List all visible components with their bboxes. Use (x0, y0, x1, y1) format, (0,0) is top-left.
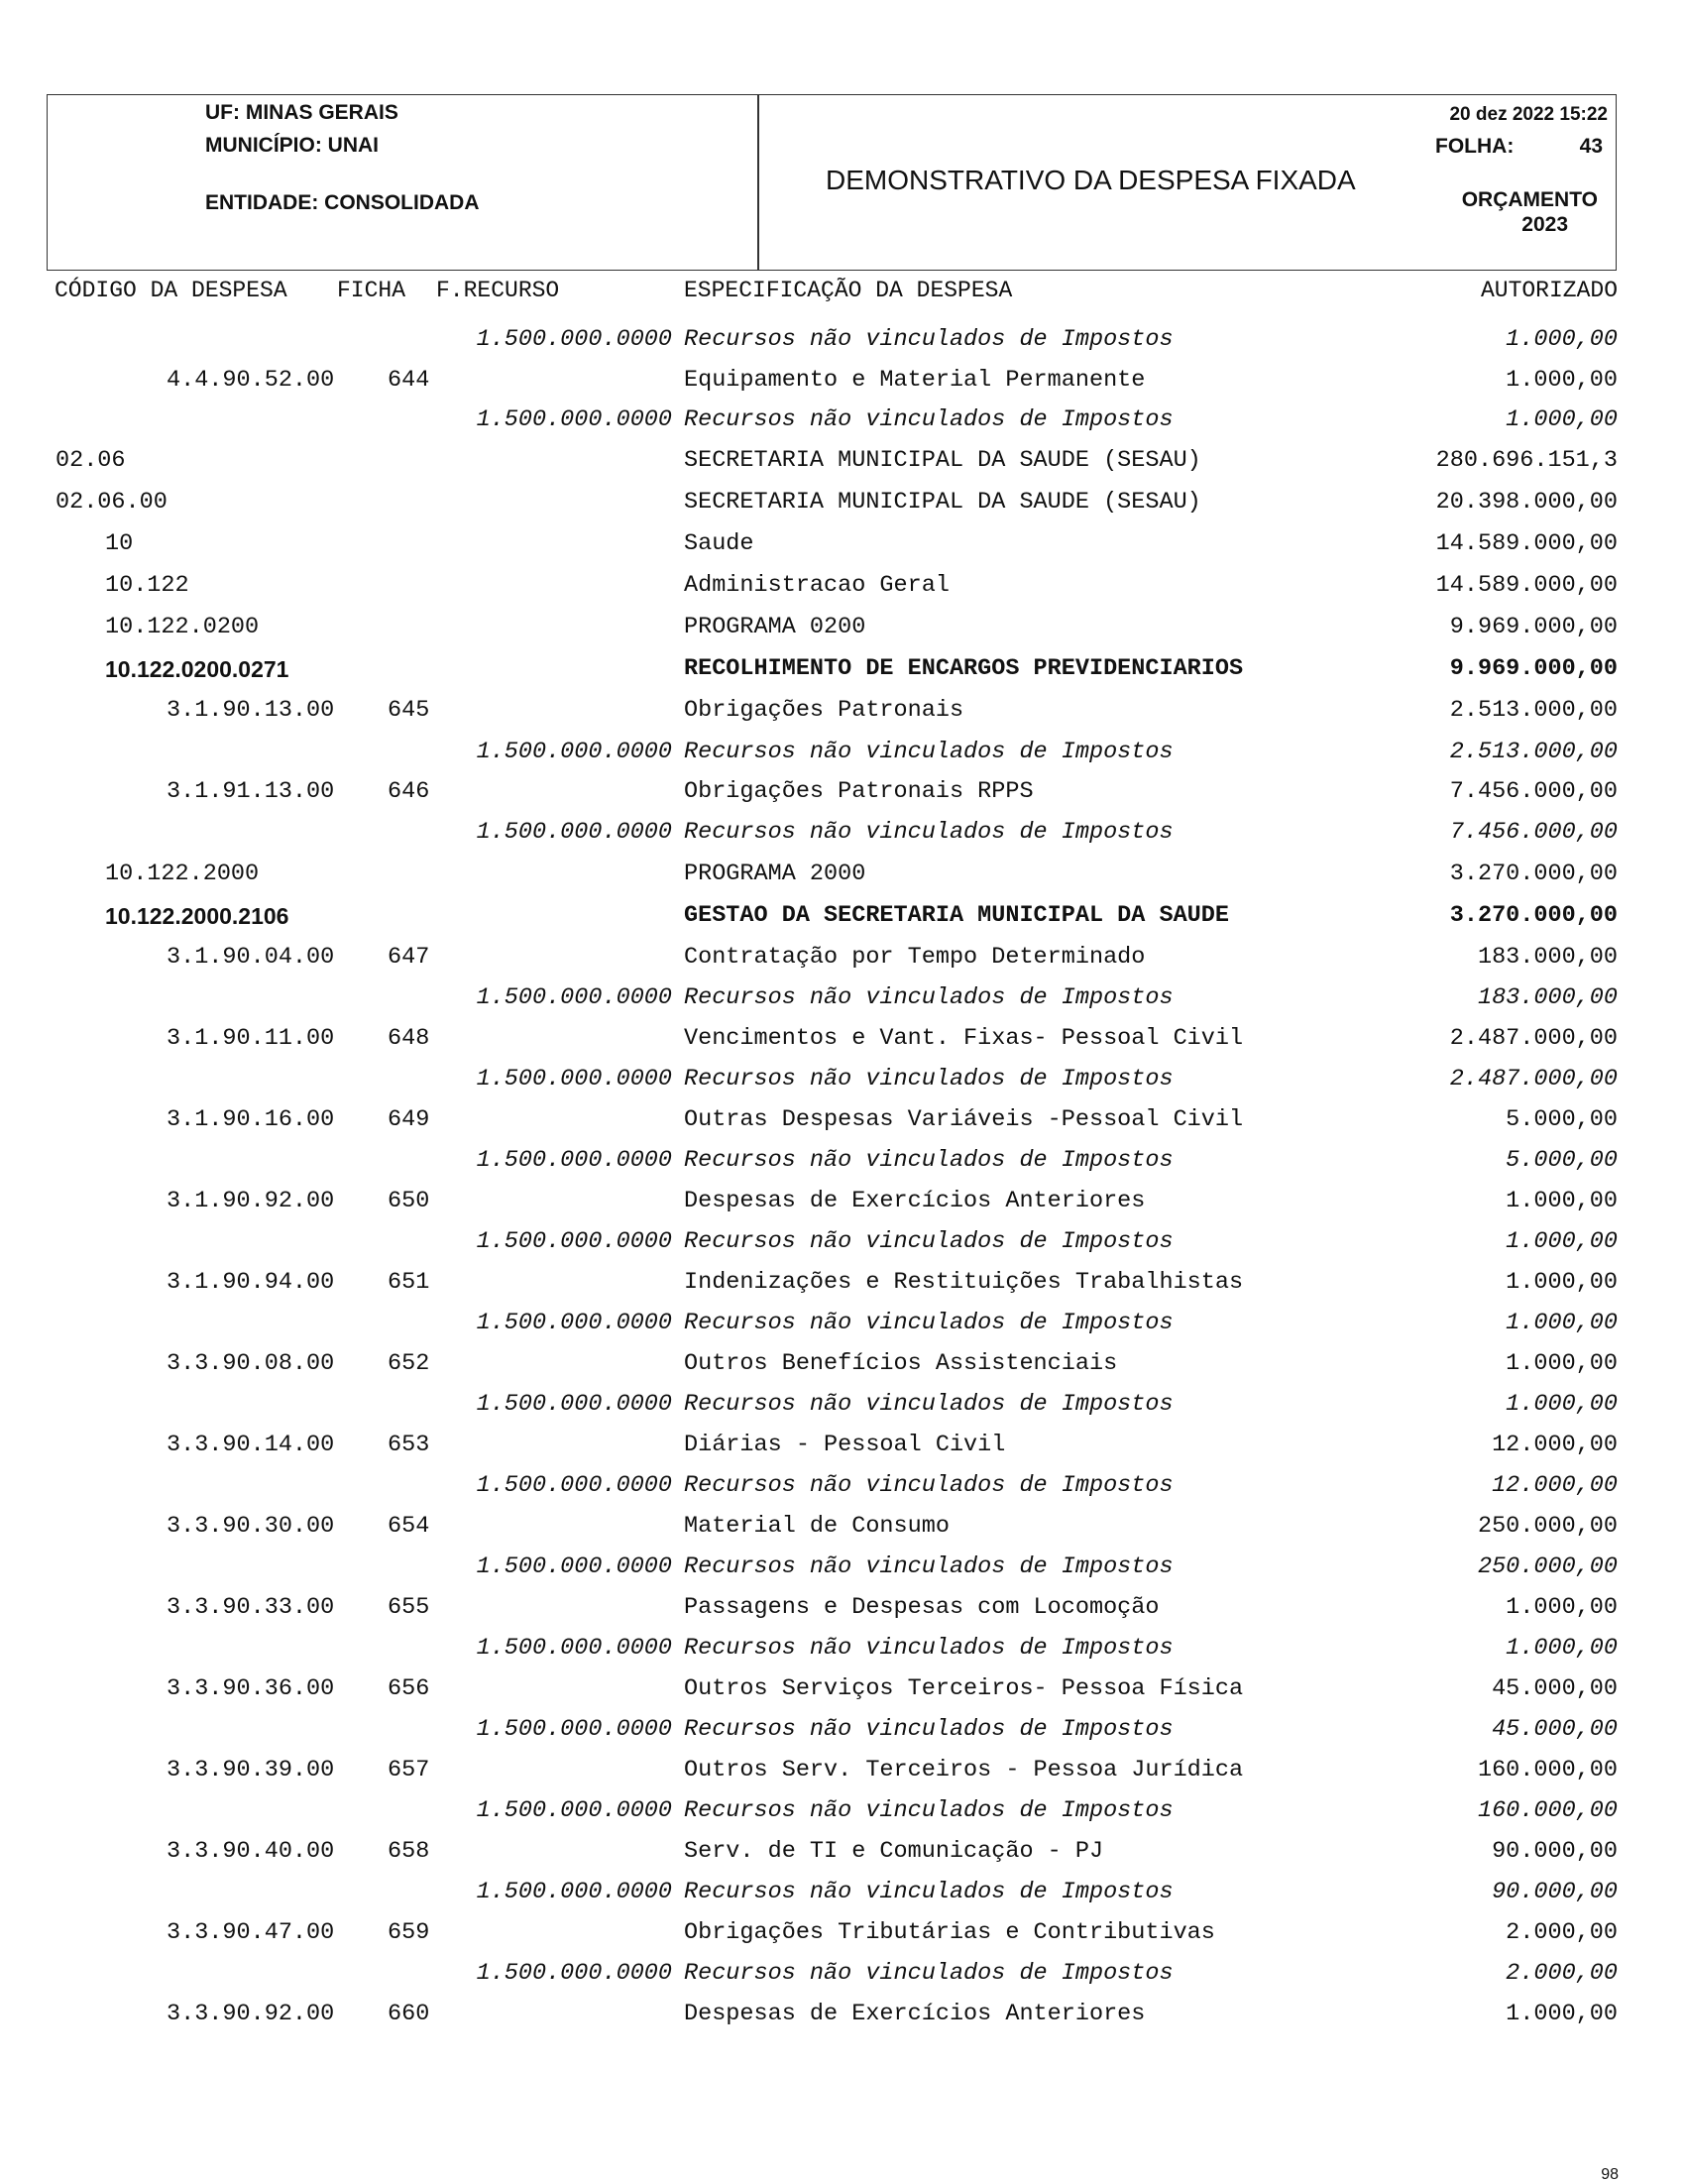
expense-code: 10.122.0200.0271 (105, 656, 289, 682)
authorized-value: 250.000,00 (1477, 1553, 1618, 1580)
expense-code: 3.1.90.92.00 (167, 1188, 335, 1214)
authorized-value: 14.589.000,00 (1435, 572, 1618, 599)
authorized-value: 1.000,00 (1506, 367, 1618, 394)
expense-description: Serv. de TI e Comunicação - PJ (684, 1838, 1104, 1865)
ficha-number: 648 (388, 1025, 430, 1052)
expense-code: 3.3.90.36.00 (167, 1675, 335, 1702)
authorized-value: 90.000,00 (1492, 1838, 1618, 1865)
col-header-codigo: CÓDIGO DA DESPESA (55, 278, 287, 303)
expense-code: 3.1.90.11.00 (167, 1025, 335, 1052)
authorized-value: 9.969.000,00 (1449, 655, 1618, 682)
authorized-value: 12.000,00 (1492, 1432, 1618, 1458)
authorized-value: 2.487.000,00 (1449, 1066, 1618, 1092)
authorized-value: 3.270.000,00 (1449, 902, 1618, 929)
funding-source-row (0, 1629, 1686, 1668)
expense-row (0, 1669, 1686, 1709)
funding-source-row (0, 1385, 1686, 1425)
expense-row (0, 608, 1686, 647)
expense-row (0, 855, 1686, 894)
authorized-value: 280.696.151,3 (1435, 447, 1618, 474)
authorized-value: 1.000,00 (1506, 1594, 1618, 1621)
report-datetime: 20 dez 2022 15:22 (1449, 104, 1608, 125)
page-number: 98 (1601, 2166, 1619, 2183)
expense-code: 4.4.90.52.00 (167, 367, 335, 394)
expense-description: Recursos não vinculados de Impostos (684, 1635, 1174, 1662)
funding-source-code: 1.500.000.0000 (476, 1797, 672, 1824)
expense-description: PROGRAMA 0200 (684, 614, 866, 640)
expense-code: 3.1.90.16.00 (167, 1106, 335, 1133)
expense-code: 10.122 (105, 572, 189, 599)
authorized-value: 160.000,00 (1477, 1757, 1618, 1783)
authorized-value: 5.000,00 (1506, 1106, 1618, 1133)
expense-row (0, 896, 1686, 936)
authorized-value: 90.000,00 (1492, 1879, 1618, 1905)
folha-number: 43 (1579, 135, 1603, 158)
expense-description: Recursos não vinculados de Impostos (684, 1472, 1174, 1499)
municipio-label: MUNICÍPIO: UNAI (205, 134, 379, 157)
col-header-recurso: F.RECURSO (436, 278, 560, 303)
funding-source-code: 1.500.000.0000 (476, 1635, 672, 1662)
expense-row (0, 1995, 1686, 2034)
expense-code: 3.3.90.39.00 (167, 1757, 335, 1783)
expense-code: 3.3.90.92.00 (167, 2001, 335, 2027)
expense-row (0, 649, 1686, 689)
expense-row (0, 1263, 1686, 1303)
funding-source-code: 1.500.000.0000 (476, 1391, 672, 1418)
expense-description: Outras Despesas Variáveis -Pessoal Civil (684, 1106, 1244, 1133)
expense-description: Administracao Geral (684, 572, 950, 599)
expense-code: 3.1.90.94.00 (167, 1269, 335, 1296)
expense-description: Material de Consumo (684, 1513, 950, 1540)
funding-source-code: 1.500.000.0000 (476, 1553, 672, 1580)
ficha-number: 644 (388, 367, 430, 394)
expense-description: Recursos não vinculados de Impostos (684, 1228, 1174, 1255)
expense-description: Recursos não vinculados de Impostos (684, 739, 1174, 765)
ficha-number: 658 (388, 1838, 430, 1865)
expense-description: Recursos não vinculados de Impostos (684, 326, 1174, 353)
authorized-value: 1.000,00 (1506, 1269, 1618, 1296)
expense-code: 3.3.90.08.00 (167, 1350, 335, 1377)
funding-source-code: 1.500.000.0000 (476, 1310, 672, 1336)
authorized-value: 2.000,00 (1506, 1919, 1618, 1946)
authorized-value: 7.456.000,00 (1449, 778, 1618, 805)
col-header-ficha: FICHA (337, 278, 406, 303)
expense-code: 10.122.2000.2106 (105, 903, 289, 929)
expense-description: Recursos não vinculados de Impostos (684, 984, 1174, 1011)
expense-code: 3.3.90.47.00 (167, 1919, 335, 1946)
authorized-value: 14.589.000,00 (1435, 530, 1618, 557)
expense-row (0, 1100, 1686, 1140)
funding-source-row (0, 733, 1686, 772)
authorized-value: 160.000,00 (1477, 1797, 1618, 1824)
ficha-number: 645 (388, 697, 430, 724)
authorized-value: 2.513.000,00 (1449, 697, 1618, 724)
funding-source-code: 1.500.000.0000 (476, 1228, 672, 1255)
funding-source-row (0, 1791, 1686, 1831)
ficha-number: 646 (388, 778, 430, 805)
expense-description: PROGRAMA 2000 (684, 861, 866, 887)
orcamento-label: ORÇAMENTO (1461, 188, 1598, 211)
expense-description: GESTAO DA SECRETARIA MUNICIPAL DA SAUDE (684, 902, 1229, 929)
expense-description: Recursos não vinculados de Impostos (684, 1960, 1174, 1987)
expense-row (0, 524, 1686, 564)
expense-description: Despesas de Exercícios Anteriores (684, 1188, 1146, 1214)
funding-source-code: 1.500.000.0000 (476, 819, 672, 846)
ficha-number: 651 (388, 1269, 430, 1296)
funding-source-row (0, 320, 1686, 360)
col-header-autorizado: AUTORIZADO (1480, 278, 1618, 303)
expense-description: Recursos não vinculados de Impostos (684, 1879, 1174, 1905)
authorized-value: 45.000,00 (1492, 1716, 1618, 1743)
funding-source-code: 1.500.000.0000 (476, 1147, 672, 1174)
expense-description: Recursos não vinculados de Impostos (684, 1147, 1174, 1174)
expense-code: 10.122.2000 (105, 861, 260, 887)
authorized-value: 183.000,00 (1477, 984, 1618, 1011)
expense-description: Outros Serv. Terceiros - Pessoa Jurídica (684, 1757, 1244, 1783)
expense-row (0, 1507, 1686, 1547)
expense-row (0, 1913, 1686, 1953)
funding-source-row (0, 1466, 1686, 1506)
ficha-number: 649 (388, 1106, 430, 1133)
authorized-value: 1.000,00 (1506, 1350, 1618, 1377)
authorized-value: 1.000,00 (1506, 1188, 1618, 1214)
expense-description: Despesas de Exercícios Anteriores (684, 2001, 1146, 2027)
expense-row (0, 441, 1686, 481)
funding-source-row (0, 1873, 1686, 1912)
authorized-value: 250.000,00 (1477, 1513, 1618, 1540)
folha-label: FOLHA: (1435, 135, 1515, 158)
report-title: DEMONSTRATIVO DA DESPESA FIXADA (826, 165, 1356, 195)
funding-source-code: 1.500.000.0000 (476, 1960, 672, 1987)
expense-code: 3.3.90.40.00 (167, 1838, 335, 1865)
expense-description: Recursos não vinculados de Impostos (684, 1553, 1174, 1580)
uf-label: UF: MINAS GERAIS (205, 101, 398, 124)
expense-row (0, 1426, 1686, 1465)
funding-source-code: 1.500.000.0000 (476, 406, 672, 433)
funding-source-code: 1.500.000.0000 (476, 1472, 672, 1499)
expense-code: 02.06.00 (56, 489, 168, 516)
expense-description: Recursos não vinculados de Impostos (684, 819, 1174, 846)
funding-source-code: 1.500.000.0000 (476, 326, 672, 353)
orcamento-year: 2023 (1521, 213, 1568, 236)
expense-code: 3.3.90.30.00 (167, 1513, 335, 1540)
expense-row (0, 1182, 1686, 1221)
expense-row (0, 772, 1686, 812)
expense-description: Contratação por Tempo Determinado (684, 944, 1146, 971)
expense-row (0, 1832, 1686, 1872)
ficha-number: 650 (388, 1188, 430, 1214)
expense-description: Recursos não vinculados de Impostos (684, 1066, 1174, 1092)
expense-row (0, 1751, 1686, 1790)
funding-source-row (0, 401, 1686, 440)
authorized-value: 1.000,00 (1506, 1391, 1618, 1418)
ficha-number: 655 (388, 1594, 430, 1621)
expense-description: Recursos não vinculados de Impostos (684, 1797, 1174, 1824)
funding-source-row (0, 1141, 1686, 1181)
expense-row (0, 691, 1686, 731)
ficha-number: 659 (388, 1919, 430, 1946)
expense-description: Outros Serviços Terceiros- Pessoa Física (684, 1675, 1244, 1702)
authorized-value: 183.000,00 (1477, 944, 1618, 971)
expense-description: Outros Benefícios Assistenciais (684, 1350, 1118, 1377)
expense-code: 3.3.90.14.00 (167, 1432, 335, 1458)
funding-source-row (0, 1060, 1686, 1099)
funding-source-code: 1.500.000.0000 (476, 1716, 672, 1743)
expense-description: Recursos não vinculados de Impostos (684, 406, 1174, 433)
ficha-number: 653 (388, 1432, 430, 1458)
expense-description: RECOLHIMENTO DE ENCARGOS PREVIDENCIARIOS (684, 655, 1244, 682)
expense-description: Vencimentos e Vant. Fixas- Pessoal Civil (684, 1025, 1244, 1052)
ficha-number: 647 (388, 944, 430, 971)
authorized-value: 2.513.000,00 (1449, 739, 1618, 765)
authorized-value: 5.000,00 (1506, 1147, 1618, 1174)
entidade-label: ENTIDADE: CONSOLIDADA (205, 191, 480, 214)
expense-code: 3.1.90.04.00 (167, 944, 335, 971)
authorized-value: 7.456.000,00 (1449, 819, 1618, 846)
expense-row (0, 1588, 1686, 1628)
report-header (47, 94, 1617, 271)
expense-row (0, 1344, 1686, 1384)
expense-description: Diárias - Pessoal Civil (684, 1432, 1006, 1458)
expense-description: Recursos não vinculados de Impostos (684, 1391, 1174, 1418)
expense-code: 3.3.90.33.00 (167, 1594, 335, 1621)
funding-source-code: 1.500.000.0000 (476, 984, 672, 1011)
expense-row (0, 1019, 1686, 1059)
authorized-value: 45.000,00 (1492, 1675, 1618, 1702)
authorized-value: 1.000,00 (1506, 1310, 1618, 1336)
expense-code: 02.06 (56, 447, 126, 474)
authorized-value: 3.270.000,00 (1449, 861, 1618, 887)
col-header-especificacao: ESPECIFICAÇÃO DA DESPESA (684, 278, 1013, 303)
authorized-value: 1.000,00 (1506, 326, 1618, 353)
authorized-value: 1.000,00 (1506, 2001, 1618, 2027)
funding-source-row (0, 978, 1686, 1018)
expense-description: SECRETARIA MUNICIPAL DA SAUDE (SESAU) (684, 489, 1201, 516)
ficha-number: 652 (388, 1350, 430, 1377)
funding-source-code: 1.500.000.0000 (476, 739, 672, 765)
funding-source-row (0, 1954, 1686, 1994)
funding-source-row (0, 1304, 1686, 1343)
funding-source-row (0, 1222, 1686, 1262)
expense-row (0, 483, 1686, 522)
expense-description: Obrigações Patronais RPPS (684, 778, 1034, 805)
expense-description: Recursos não vinculados de Impostos (684, 1310, 1174, 1336)
authorized-value: 12.000,00 (1492, 1472, 1618, 1499)
ficha-number: 657 (388, 1757, 430, 1783)
expense-description: Saude (684, 530, 754, 557)
funding-source-row (0, 1548, 1686, 1587)
expense-row (0, 566, 1686, 606)
authorized-value: 9.969.000,00 (1449, 614, 1618, 640)
expense-row (0, 361, 1686, 401)
authorized-value: 1.000,00 (1506, 1635, 1618, 1662)
header-divider (757, 95, 759, 270)
expense-description: SECRETARIA MUNICIPAL DA SAUDE (SESAU) (684, 447, 1201, 474)
expense-description: Obrigações Tributárias e Contributivas (684, 1919, 1215, 1946)
authorized-value: 1.000,00 (1506, 1228, 1618, 1255)
ficha-number: 654 (388, 1513, 430, 1540)
authorized-value: 2.487.000,00 (1449, 1025, 1618, 1052)
expense-code: 10 (105, 530, 134, 557)
expense-description: Equipamento e Material Permanente (684, 367, 1146, 394)
ficha-number: 660 (388, 2001, 430, 2027)
funding-source-row (0, 813, 1686, 853)
expense-description: Recursos não vinculados de Impostos (684, 1716, 1174, 1743)
funding-source-code: 1.500.000.0000 (476, 1066, 672, 1092)
expense-code: 10.122.0200 (105, 614, 260, 640)
expense-row (0, 938, 1686, 977)
authorized-value: 20.398.000,00 (1435, 489, 1618, 516)
expense-description: Passagens e Despesas com Locomoção (684, 1594, 1160, 1621)
authorized-value: 1.000,00 (1506, 406, 1618, 433)
expense-description: Indenizações e Restituições Trabalhistas (684, 1269, 1244, 1296)
authorized-value: 2.000,00 (1506, 1960, 1618, 1987)
funding-source-code: 1.500.000.0000 (476, 1879, 672, 1905)
funding-source-row (0, 1710, 1686, 1750)
expense-description: Obrigações Patronais (684, 697, 964, 724)
ficha-number: 656 (388, 1675, 430, 1702)
expense-code: 3.1.91.13.00 (167, 778, 335, 805)
expense-code: 3.1.90.13.00 (167, 697, 335, 724)
